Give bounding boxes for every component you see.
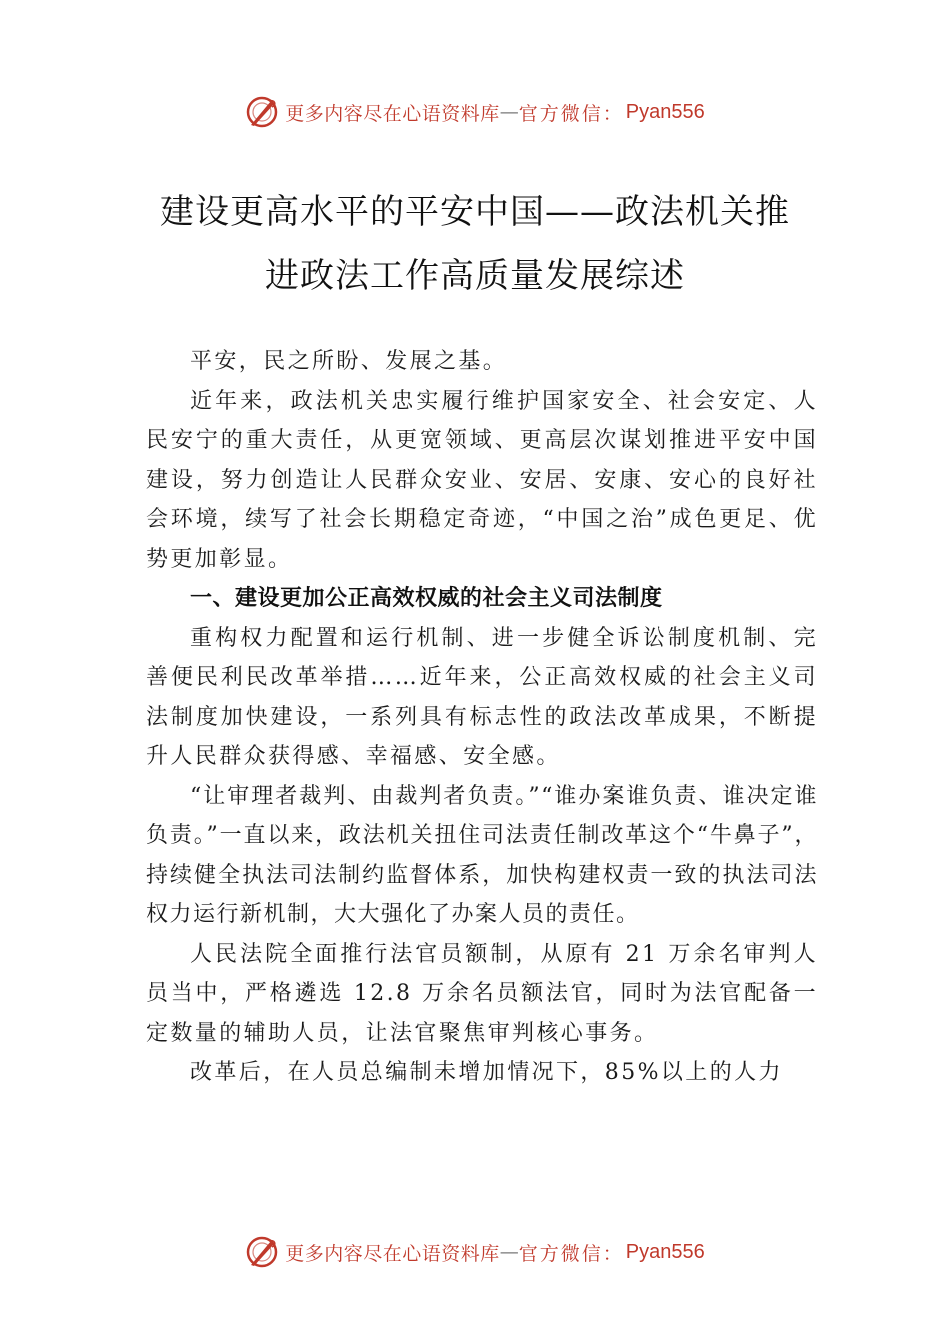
document-title (100, 180, 850, 308)
quill-logo-icon (245, 95, 279, 129)
paragraph: “让审理者裁判、由裁判者负责。”“谁办案谁负责、谁决定谁负责。”一直以来，政法机关扭住司法责任制改革这个“牛鼻子”，持续健全执法司法制约监督体系，加快构建权责一致的执法司法权力运行新机制，大大强化了办案人员的责任。 (146, 783, 818, 927)
footer-banner (0, 1232, 950, 1272)
header-banner (0, 92, 950, 132)
title-line-1: 建设更高水平的平安中国——政法机关推 (160, 192, 790, 232)
banner-account: Pyan556 (625, 1240, 705, 1263)
section-heading: 一、建设更加公正高效权威的社会主义司法制度 (190, 586, 663, 611)
title-line-2: 进政法工作高质量发展综述 (265, 256, 685, 296)
document-body (146, 342, 818, 1093)
quill-logo-icon (245, 1235, 279, 1269)
banner-account: Pyan556 (625, 100, 705, 123)
paragraph: 改革后，在人员总编制未增加情况下，85%以上的人力 (190, 1060, 783, 1085)
banner-wechat-label: 官方微信： (518, 102, 624, 125)
paragraph: 近年来，政法机关忠实履行维护国家安全、社会安定、人民安宁的重大责任，从更宽领域、更高层次谋划推进平安中国建设，努力创造让人民群众安业、安居、安康、安心的良好社会环境，续写了社会长期稳定奇迹，“中国之治”成色更足、优势更加彰显。 (146, 388, 818, 572)
paragraph: 平安，民之所盼、发展之基。 (190, 349, 508, 374)
paragraph: 人民法院全面推行法官员额制，从原有 21 万余名审判人员当中，严格遴选 12.8 万余名员额法官，同时为法官配备一定数量的辅助人员，让法官聚焦审判核心事务。 (146, 941, 818, 1046)
banner-separator: — (499, 101, 519, 123)
banner-text: 更多内容尽在心语资料库 (285, 1242, 500, 1265)
banner-text: 更多内容尽在心语资料库 (285, 102, 500, 125)
banner-separator: — (499, 1241, 519, 1263)
banner-wechat-label: 官方微信： (518, 1242, 624, 1265)
paragraph: 重构权力配置和运行机制、进一步健全诉讼制度机制、完善便民利民改革举措……近年来，公正高效权威的社会主义司法制度加快建设，一系列具有标志性的政法改革成果，不断提升人民群众获得感、幸福感、安全感。 (146, 625, 818, 769)
